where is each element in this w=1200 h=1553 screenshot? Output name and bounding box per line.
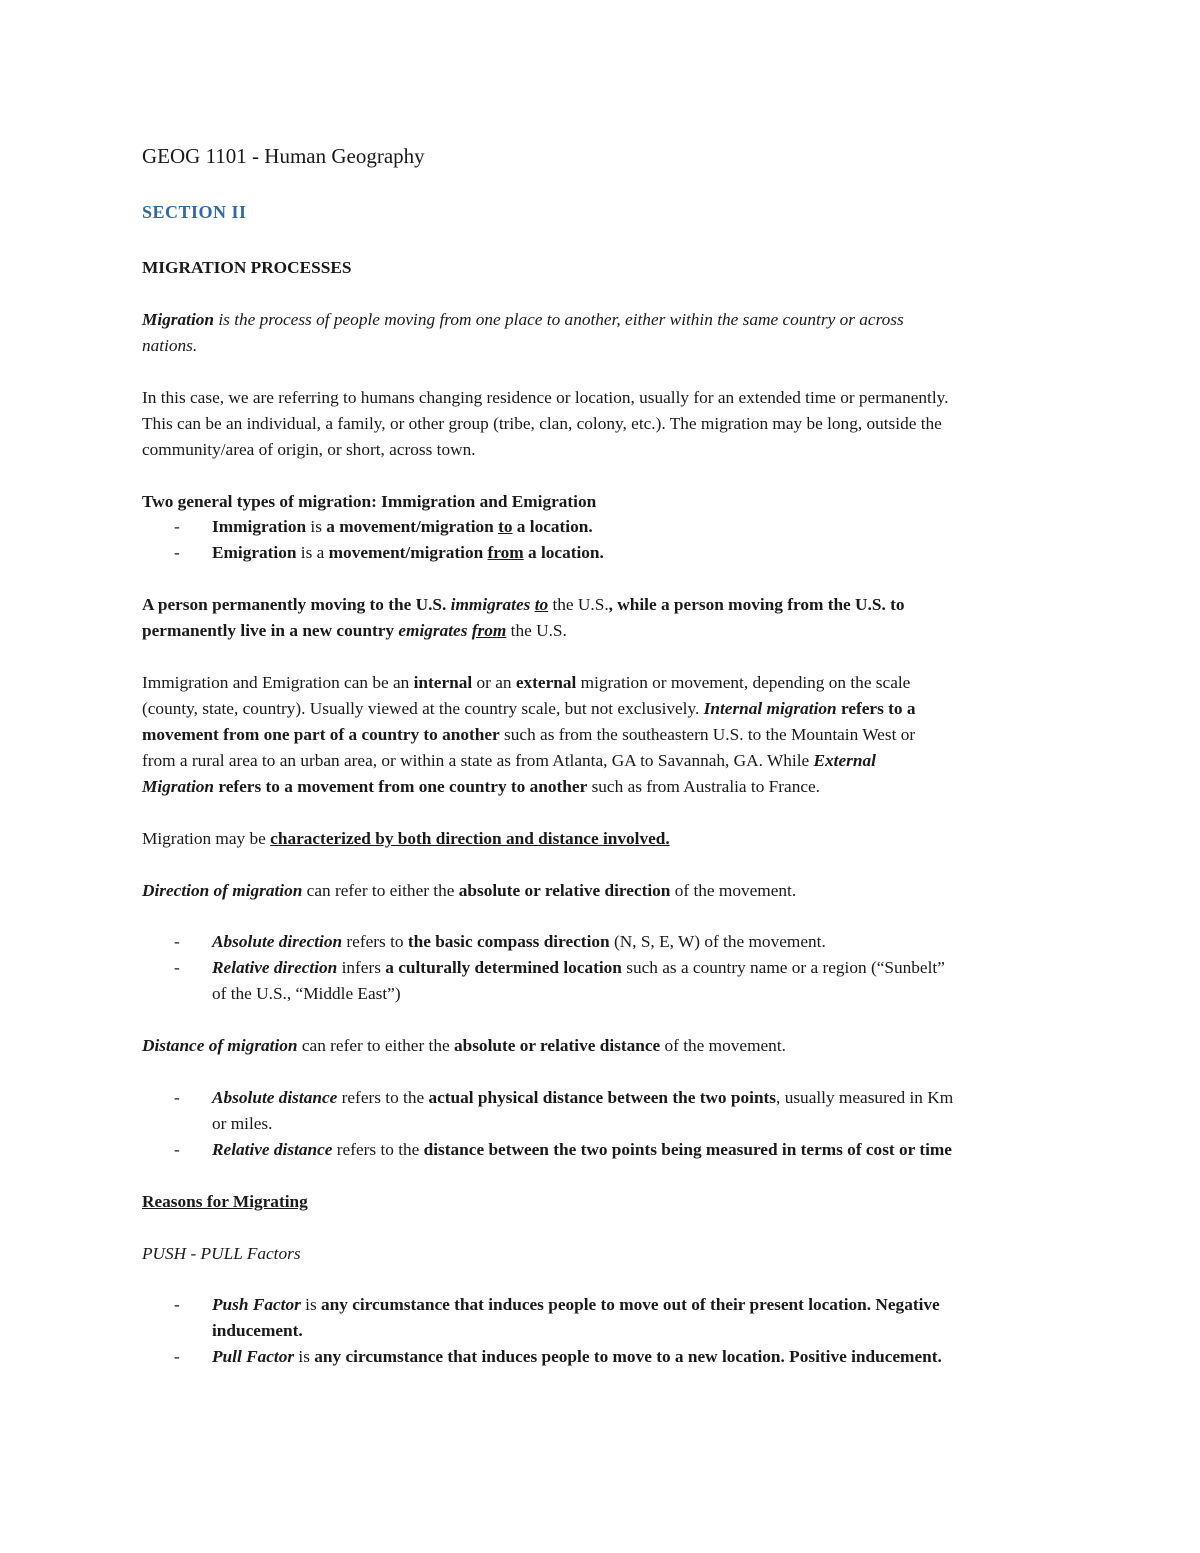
migration-definition-line1: Migration is the process of people moving from one place to another, either within the same country or across [142,310,904,329]
push-pull-heading: PUSH - PULL Factors [142,1244,301,1263]
scale-line3: movement from one part of a country to another such as from the southeastern U.S. to the Mountain West or [142,725,916,744]
example-line2: permanently live in a new country emigrates from the U.S. [142,621,567,640]
example-line1: A person permanently moving to the U.S. immigrates to the U.S., while a person moving from the U.S. to [142,595,905,614]
intro-line1: In this case, we are referring to humans changing residence or location, usually for an extended time or permanently. [142,388,949,407]
reasons-heading: Reasons for Migrating [142,1192,308,1211]
topic-heading: MIGRATION PROCESSES [142,258,352,277]
distance-intro: Distance of migration can refer to either the absolute or relative distance of the movement. [142,1036,786,1055]
scale-line2: (county, state, country). Usually viewed at the country scale, but not exclusively. Internal migration refers to a [142,699,916,718]
migration-definition-line2: nations. [142,336,198,355]
scale-line5: Migration refers to a movement from one country to another such as from Australia to France. [142,777,821,796]
characterized-line: Migration may be characterized by both direction and distance involved. [142,829,670,848]
types-heading: Two general types of migration: Immigration and Emigration [142,492,597,511]
intro-line3: community/area of origin, or short, across town. [142,440,476,459]
section-heading: SECTION II [142,202,247,222]
direction-intro: Direction of migration can refer to either the absolute or relative direction of the movement. [142,881,797,900]
scale-line4: from a rural area to an urban area, or within a state as from Atlanta, GA to Savannah, GA. While External [142,751,876,770]
migration-term: Migration [142,310,215,329]
intro-line2: This can be an individual, a family, or other group (tribe, clan, colony, etc.). The migration may be long, outside the [142,414,942,433]
course-title: GEOG 1101 - Human Geography [142,144,425,168]
scale-line1: Immigration and Emigration can be an internal or an external migration or movement, depending on the scale [142,673,911,692]
